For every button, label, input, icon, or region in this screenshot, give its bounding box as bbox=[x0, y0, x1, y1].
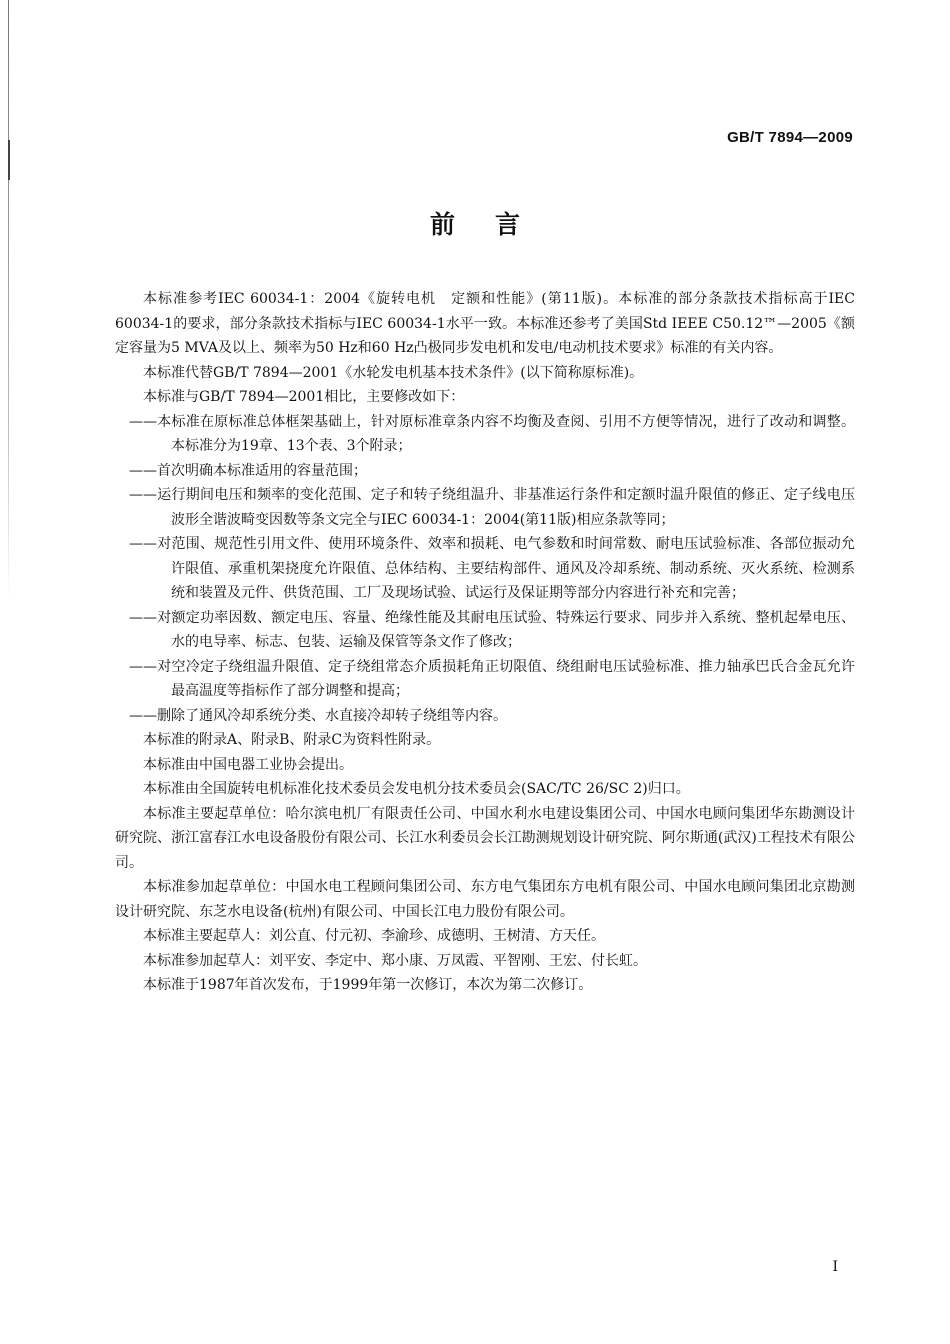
change-item: ——对额定功率因数、额定电压、容量、绝缘性能及其耐电压试验、特殊运行要求、同步并入系统、整机起晕电压、水的电导率、标志、包装、运输及保管等条文作了修改； bbox=[129, 609, 855, 650]
paragraph-reference: 本标准参考IEC 60034-1：2004《旋转电机 定额和性能》(第11版)。本标准的部分条款技术指标高于IEC 60034-1的要求，部分条款技术指标与IEC 60034-1水平一致。本标准还参考了美国Std IEEE C50.12™—2005《额定容量为5 MVA及以上、频率为50 Hz和60 Hz凸极同步发电机和发电/电动机技术要求》标准的有关内容。 bbox=[115, 291, 855, 356]
change-item: ——删除了通风冷却系统分类、水直接冷却转子绕组等内容。 bbox=[129, 707, 507, 724]
scan-edge-line bbox=[8, 0, 9, 600]
paragraph-participating-org: 本标准参加起草单位：中国水电工程顾问集团公司、东方电气集团东方电机有限公司、中国水电顾问集团北京勘测设计研究院、东芝水电设备(杭州)有限公司、中国长江电力股份有限公司。 bbox=[115, 879, 855, 920]
paragraph-replaces: 本标准代替GB/T 7894—2001《水轮发电机基本技术条件》(以下简称原标准)。 bbox=[143, 364, 644, 381]
paragraph-appendix: 本标准的附录A、附录B、附录C为资料性附录。 bbox=[143, 732, 441, 748]
paragraph-changes-intro: 本标准与GB/T 7894—2001相比，主要修改如下： bbox=[143, 389, 465, 405]
change-item: ——首次明确本标准适用的容量范围； bbox=[129, 462, 367, 479]
paragraph-participating-drafters: 本标准参加起草人：刘平安、李定中、郑小康、万凤霞、平智刚、王宏、付长虹。 bbox=[143, 952, 647, 969]
change-item: ——运行期间电压和频率的变化范围、定子和转子绕组温升、非基准运行条件和定额时温升限值的修正、定子线电压波形全谐波畸变因数等条文完全与IEC 60034-1：2004(第11版)相应条款等同； bbox=[129, 487, 855, 528]
change-item: ——对范围、规范性引用文件、使用环境条件、效率和损耗、电气参数和时间常数、耐电压试验标准、各部位振动允许限值、承重机架挠度允许限值、总体结构、主要结构部件、通风及冷却系统、制动系统、灭火系统、检测系统和装置及元件、供货范围、工厂及现场试验、试运行及保证期等部分内容进行补充和完善； bbox=[129, 536, 855, 601]
paragraph-committee: 本标准由全国旋转电机标准化技术委员会发电机分技术委员会(SAC/TC 26/SC 2)归口。 bbox=[143, 781, 690, 797]
paragraph-main-drafters: 本标准主要起草人：刘公直、付元初、李渝珍、成德明、王树清、方天任。 bbox=[143, 928, 605, 944]
change-item: ——本标准在原标准总体框架基础上，针对原标准章条内容不均衡及查阅、引用不方便等情况，进行了改动和调整。本标准分为19章、13个表、3个附录； bbox=[129, 413, 855, 454]
change-item: ——对空冷定子绕组温升限值、定子绕组常态介质损耗角正切限值、绕组耐电压试验标准、推力轴承巴氏合金瓦允许最高温度等指标作了部分调整和提高； bbox=[129, 658, 855, 699]
page-title: 前言 bbox=[429, 210, 560, 239]
paragraph-history: 本标准于1987年首次发布，于1999年第一次修订，本次为第二次修订。 bbox=[143, 977, 593, 993]
paragraph-main-drafters-org: 本标准主要起草单位：哈尔滨电机厂有限责任公司、中国水利水电建设集团公司、中国水电顾问集团华东勘测设计研究院、浙江富春江水电设备股份有限公司、长江水利委员会长江勘测规划设计研究院、阿尔斯通(武汉)工程技术有限公司。 bbox=[115, 805, 855, 871]
scan-edge-mark bbox=[8, 140, 10, 180]
foreword-body bbox=[115, 287, 855, 998]
page-number: I bbox=[832, 1259, 838, 1275]
standard-code: GB/T 7894—2009 bbox=[727, 129, 853, 146]
paragraph-proposer: 本标准由中国电器工业协会提出。 bbox=[143, 756, 353, 773]
